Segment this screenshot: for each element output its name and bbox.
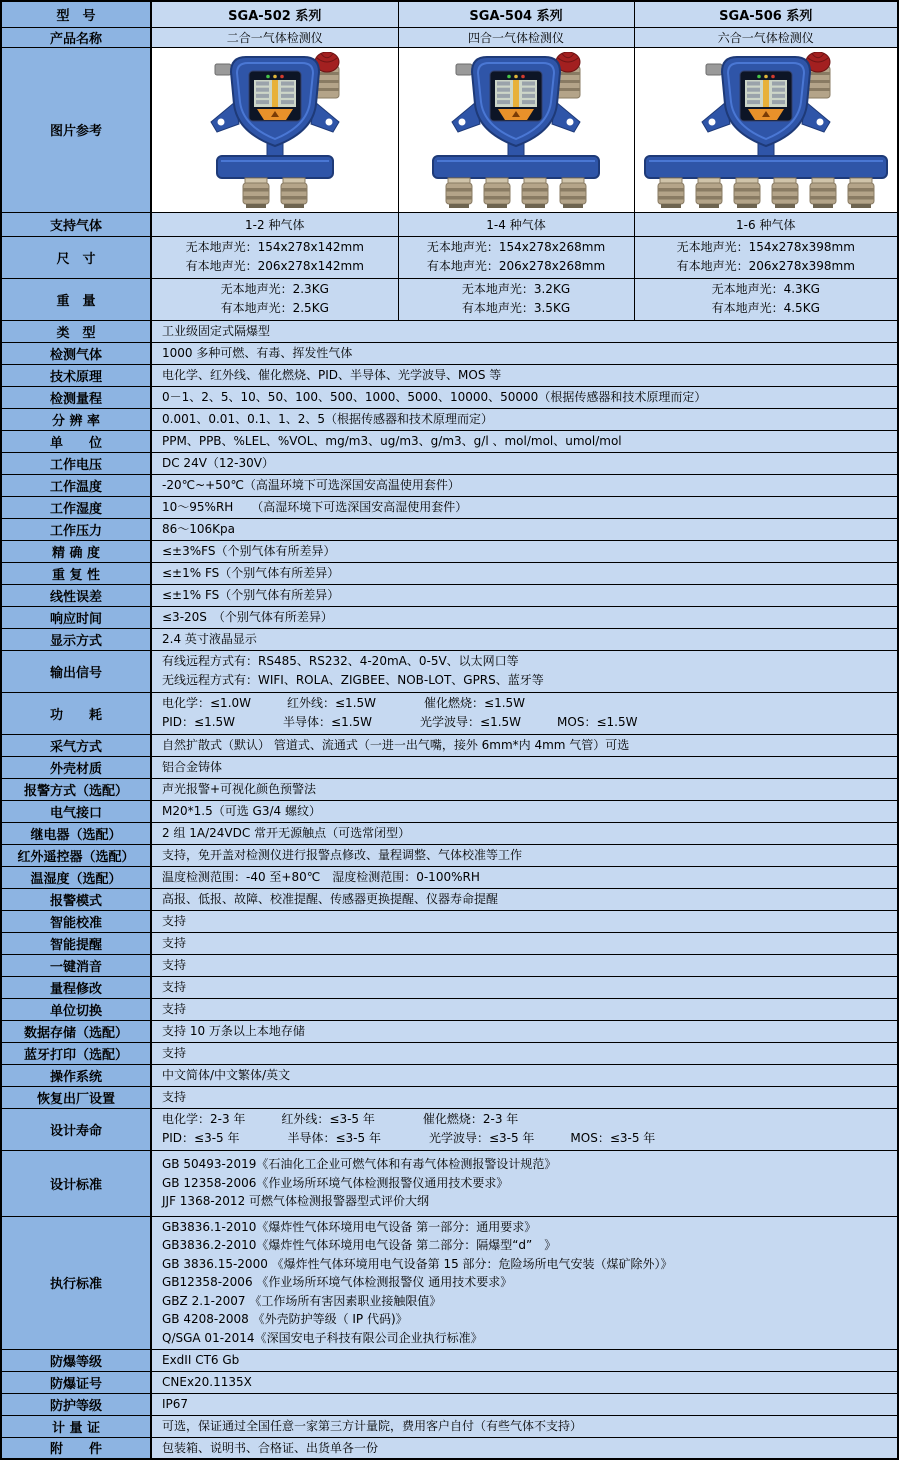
spec-value-line: 2.4 英寸液晶显示: [162, 631, 257, 646]
dimension-line: 无本地声光：154x278x268mm: [426, 240, 606, 255]
spec-value-line: 支持: [162, 1089, 187, 1104]
spec-row: [1, 342, 898, 364]
spec-value-line: Q/SGA 01-2014《深国安电子科技有限公司企业执行标准》: [162, 1331, 483, 1346]
spec-row-value: [151, 800, 898, 822]
spec-row-value: [151, 430, 898, 452]
spec-row: [1, 452, 898, 474]
spec-row-value: [151, 342, 898, 364]
side-plug: [456, 64, 472, 75]
dimensions-504: [398, 236, 634, 278]
gas-detector-image-2sensor: [152, 50, 398, 210]
spec-row-value: [151, 518, 898, 540]
spec-row: [1, 1086, 898, 1108]
sensor-cylinder: [484, 178, 510, 208]
spec-value-line: 有线远程方式有：RS485、RS232、4-20mA、0-5V、以太网口等: [162, 654, 519, 669]
spec-row-label: 报警方式（选配）: [1, 778, 151, 800]
spec-row-value: [151, 1086, 898, 1108]
spec-row-label: 采气方式: [1, 734, 151, 756]
spec-value-line: 可选，保证通过全国任意一家第三方计量院，费用客户自付（有些气体不支持）: [162, 1418, 583, 1433]
supported-gases-506: 1-6 种气体: [634, 212, 898, 236]
spec-row-label: 单 位: [1, 430, 151, 452]
side-plug: [706, 64, 722, 75]
spec-row: [1, 692, 898, 734]
spec-value-line: 支持: [162, 913, 187, 928]
status-led-green: [507, 74, 511, 78]
spec-value-line: 支持: [162, 957, 187, 972]
spec-value-line: M20*1.5（可选 G3/4 螺纹）: [162, 803, 321, 818]
spec-row-label: 恢复出厂设置: [1, 1086, 151, 1108]
status-led-red: [771, 74, 775, 78]
spec-value-line: GB 50493-2019《石油化工企业可燃气体和有毒气体检测报警设计规范》: [162, 1157, 557, 1172]
spec-row-value: [151, 1150, 898, 1216]
spec-row: [1, 756, 898, 778]
spec-row-value: [151, 822, 898, 844]
spec-row-value: [151, 1020, 898, 1042]
spec-row-value: [151, 496, 898, 518]
spec-row: [1, 778, 898, 800]
spec-row-value: [151, 734, 898, 756]
gas-detector-illustration: [430, 52, 602, 208]
spec-value-line: ≤3-20S （个别气体有所差异）: [162, 609, 333, 624]
device-image-cell-506: [634, 47, 898, 212]
spec-row: [1, 650, 898, 692]
spec-row-label: 工作温度: [1, 474, 151, 496]
spec-value-line: GB 4208-2008 《外壳防护等级（ IP 代码)》: [162, 1312, 408, 1327]
gas-detector-image-4sensor: [399, 50, 634, 210]
spec-value-line: GB3836.1-2010《爆炸性气体环境用电气设备 第一部分：通用要求》: [162, 1219, 537, 1234]
spec-value-line: 电化学：2-3 年 红外线：≤3-5 年 催化燃烧：2-3 年: [162, 1112, 519, 1127]
spec-value-line: ≤±1% FS（个别气体有所差异）: [162, 587, 340, 602]
spec-row: [1, 866, 898, 888]
spec-row: [1, 888, 898, 910]
spec-row-label: 输出信号: [1, 650, 151, 692]
spec-value-line: PID：≤3-5 年 半导体：≤3-5 年 光学波导：≤3-5 年 MOS：≤3-5 年: [162, 1131, 656, 1145]
mount-hole-left: [459, 118, 466, 125]
dimension-line: 有本地声光：206x278x398mm: [676, 259, 855, 273]
spec-row-value: [151, 408, 898, 430]
spec-row-label: 类 型: [1, 320, 151, 342]
spec-row-label: 显示方式: [1, 628, 151, 650]
product-name-502: 二合一气体检测仪: [151, 27, 398, 47]
spec-row-label: 智能校准: [1, 910, 151, 932]
spec-value-line: 支持: [162, 979, 187, 994]
spec-row: [1, 998, 898, 1020]
spec-row: [1, 1349, 898, 1371]
spec-value-line: 0.001、0.01、0.1、1、2、5（根据传感器和技术原理而定）: [162, 411, 494, 426]
spec-row-value: [151, 386, 898, 408]
spec-value-line: 0－1、2、5、10、50、100、500、1000、5000、10000、50000（根据传感器和技术原理而定）: [162, 389, 707, 404]
spec-value-line: -20℃~+50℃（高温环境下可选深国安高温使用套件）: [162, 477, 460, 492]
spec-value-line: GB3836.2-2010《爆炸性气体环境用电气设备 第二部分：隔爆型“d” 》: [162, 1238, 557, 1253]
spec-value-line: PID：≤1.5W 半导体：≤1.5W 光学波导：≤1.5W MOS：≤1.5W: [162, 715, 638, 729]
spec-row-value: [151, 888, 898, 910]
spec-value-line: 工业级固定式隔爆型: [162, 323, 271, 338]
spec-row-label: 量程修改: [1, 976, 151, 998]
spec-row: [1, 1393, 898, 1415]
spec-row: [1, 364, 898, 386]
spec-row-label: 外壳材质: [1, 756, 151, 778]
spec-value-line: 支持，免开盖对检测仪进行报警点修改、量程调整、气体校准等工作: [162, 847, 523, 862]
spec-row-label: 继电器（选配）: [1, 822, 151, 844]
weight-line: 有本地声光：2.5KG: [220, 301, 329, 315]
spec-row: [1, 1108, 898, 1150]
spec-row-value: [151, 1349, 898, 1371]
spec-value-line: DC 24V（12-30V）: [162, 455, 274, 470]
sensor-cylinder: [522, 178, 548, 208]
lcd-center-strip: [763, 80, 769, 107]
spec-row-value: [151, 540, 898, 562]
status-led-green: [757, 74, 761, 78]
sensor-cylinder: [734, 178, 760, 208]
status-led-red: [521, 74, 525, 78]
spec-row: [1, 844, 898, 866]
spec-row-label: 技术原理: [1, 364, 151, 386]
sensor-cylinder: [810, 178, 836, 208]
spec-row-label: 设计寿命: [1, 1108, 151, 1150]
status-led-green: [266, 74, 270, 78]
status-led-yellow: [514, 74, 518, 78]
sensor-cylinder: [243, 178, 269, 208]
spec-row-label: 防爆等级: [1, 1349, 151, 1371]
spec-row-value: [151, 1393, 898, 1415]
spec-value-line: GB12358-2006 《作业场所环境气体检测报警仪 通用技术要求》: [162, 1275, 513, 1290]
spec-value-line: GB 3836.15-2000 《爆炸性气体环境用电气设备第 15 部分：危险场所电气安装（煤矿除外）》: [162, 1256, 673, 1271]
spec-value-line: 包装箱、说明书、合格证、出货单各一份: [162, 1440, 379, 1455]
spec-value-line: 中文简体/中文繁体/英文: [162, 1067, 291, 1082]
spec-row-label: 一键消音: [1, 954, 151, 976]
row-product-name: [1, 27, 898, 47]
spec-row-value: [151, 954, 898, 976]
spec-row: [1, 1064, 898, 1086]
spec-value-line: 支持: [162, 1045, 187, 1060]
spec-row: [1, 1020, 898, 1042]
dimension-line: 有本地声光：206x278x268mm: [426, 259, 606, 273]
spec-row-label: 防护等级: [1, 1393, 151, 1415]
weight-506: [634, 278, 898, 320]
device-image-cell-502: [151, 47, 398, 212]
sensor-cylinder: [658, 178, 684, 208]
dimension-line: 无本地声光：154x278x398mm: [676, 240, 855, 255]
spec-row-label: 功 耗: [1, 692, 151, 734]
spec-row: [1, 584, 898, 606]
spec-row-label: 防爆证号: [1, 1371, 151, 1393]
spec-row: [1, 606, 898, 628]
spec-value-line: GB 12358-2006《作业场所环境气体检测报警仪通用技术要求》: [162, 1175, 509, 1190]
spec-row: [1, 976, 898, 998]
spec-value-line: GBZ 2.1-2007 《工作场所有害因素职业接触限值》: [162, 1293, 442, 1308]
model-sga-502: SGA-502 系列: [151, 1, 398, 27]
spec-row-label: 数据存储（选配）: [1, 1020, 151, 1042]
spec-row-label: 检测量程: [1, 386, 151, 408]
spec-row-value: [151, 1216, 898, 1349]
spec-row-value: [151, 1064, 898, 1086]
spec-row: [1, 518, 898, 540]
sensor-cylinder: [281, 178, 307, 208]
spec-value-line: 1000 多种可燃、有毒、挥发性气体: [162, 345, 353, 360]
spec-value-line: 电化学：≤1.0W 红外线：≤1.5W 催化燃烧：≤1.5W: [162, 696, 526, 711]
spec-value-line: ≤±3%FS（个别气体有所差异）: [162, 543, 336, 558]
spec-row-label: 温湿度（选配）: [1, 866, 151, 888]
spec-row-label: 报警模式: [1, 888, 151, 910]
spec-row-label: 计 量 证: [1, 1415, 151, 1437]
spec-row: [1, 822, 898, 844]
spec-value-line: 温度检测范围：-40 至+80℃ 湿度检测范围：0-100%RH: [162, 869, 480, 884]
spec-value-line: JJF 1368-2012 可燃气体检测报警器型式评价大纲: [162, 1194, 430, 1209]
model-sga-506: SGA-506 系列: [634, 1, 898, 27]
spec-row-value: [151, 584, 898, 606]
spec-row-label: 检测气体: [1, 342, 151, 364]
spec-row-value: [151, 844, 898, 866]
spec-row-label: 工作电压: [1, 452, 151, 474]
spec-row-value: [151, 778, 898, 800]
spec-row: [1, 474, 898, 496]
product-name-label: 产品名称: [1, 27, 151, 47]
spec-row-label: 蓝牙打印（选配）: [1, 1042, 151, 1064]
spec-row-label: 分 辨 率: [1, 408, 151, 430]
spec-row: [1, 910, 898, 932]
spec-value-line: 10～95%RH （高湿环境下可选深国安高湿使用套件）: [162, 499, 468, 514]
row-supported-gases: [1, 212, 898, 236]
sensor-manifold: [645, 156, 887, 178]
spec-row-value: [151, 1371, 898, 1393]
spec-row: [1, 408, 898, 430]
weight-504: [398, 278, 634, 320]
spec-row-label: 智能提醒: [1, 932, 151, 954]
supported-gases-504: 1-4 种气体: [398, 212, 634, 236]
spec-row: [1, 932, 898, 954]
gas-detector-illustration: [200, 52, 350, 208]
spec-value-line: 自然扩散式（默认） 管道式、流通式（一进一出气嘴，接外 6mm*内 4mm 气管）可选: [162, 737, 630, 752]
spec-row-value: [151, 756, 898, 778]
sensor-cylinder: [560, 178, 586, 208]
dimensions-502: [151, 236, 398, 278]
spec-row-label: 设计标准: [1, 1150, 151, 1216]
model-sga-504: SGA-504 系列: [398, 1, 634, 27]
lcd-center-strip: [272, 80, 278, 107]
spec-row-value: [151, 650, 898, 692]
spec-row-value: [151, 976, 898, 998]
lcd-center-strip: [513, 80, 519, 107]
status-led-red: [280, 74, 284, 78]
spec-value-line: 支持: [162, 935, 187, 950]
spec-row-value: [151, 452, 898, 474]
weight-line: 无本地声光：4.3KG: [711, 282, 820, 297]
spec-value-line: 无线远程方式有：WIFI、ROLA、ZIGBEE、NOB-LOT、GPRS、蓝牙等: [162, 673, 544, 687]
row-dimensions: [1, 236, 898, 278]
weight-line: 有本地声光：3.5KG: [461, 301, 571, 315]
spec-row: [1, 1042, 898, 1064]
spec-row-label: 电气接口: [1, 800, 151, 822]
mount-hole-right: [816, 118, 823, 125]
spec-row-value: [151, 910, 898, 932]
spec-row: [1, 734, 898, 756]
spec-row-label: 重 复 性: [1, 562, 151, 584]
spec-value-line: 电化学、红外线、催化燃烧、PID、半导体、光学波导、MOS 等: [162, 367, 502, 382]
spec-row: [1, 386, 898, 408]
spec-row-value: [151, 320, 898, 342]
weight-502: [151, 278, 398, 320]
weight-label: 重 量: [1, 278, 151, 320]
mount-hole-right: [325, 118, 332, 125]
spec-row-label: 单位切换: [1, 998, 151, 1020]
spec-row-value: [151, 998, 898, 1020]
spec-row-value: [151, 474, 898, 496]
weight-line: 无本地声光：2.3KG: [220, 282, 329, 297]
spec-row-label: 线性误差: [1, 584, 151, 606]
gas-detector-illustration: [642, 52, 890, 208]
spec-row: [1, 628, 898, 650]
spec-row: [1, 540, 898, 562]
spec-row-value: [151, 364, 898, 386]
spec-row-label: 精 确 度: [1, 540, 151, 562]
weight-line: 有本地声光：4.5KG: [711, 301, 820, 315]
device-image-cell-504: [398, 47, 634, 212]
sensor-manifold: [217, 156, 333, 178]
spec-row-value: [151, 1042, 898, 1064]
mount-hole-left: [708, 118, 715, 125]
spec-value-line: 高报、低报、故障、校准提醒、传感器更换提醒、仪器寿命提醒: [162, 891, 499, 906]
spec-row: [1, 320, 898, 342]
spec-row-value: [151, 1108, 898, 1150]
row-model: [1, 1, 898, 27]
spec-row-label: 响应时间: [1, 606, 151, 628]
spec-row: [1, 1150, 898, 1216]
gas-detector-image-6sensor: [635, 50, 898, 210]
sensor-cylinder: [446, 178, 472, 208]
spec-row: [1, 954, 898, 976]
spec-row-value: [151, 932, 898, 954]
spec-row-label: 红外遥控器（选配）: [1, 844, 151, 866]
spec-row: [1, 1216, 898, 1349]
spec-row: [1, 1371, 898, 1393]
row-weight: [1, 278, 898, 320]
side-plug: [215, 64, 231, 75]
spec-value-line: ≤±1% FS（个别气体有所差异）: [162, 565, 340, 580]
spec-row: [1, 496, 898, 518]
image-row-label: 图片参考: [1, 47, 151, 212]
status-led-yellow: [273, 74, 277, 78]
spec-row-label: 附 件: [1, 1437, 151, 1459]
dimensions-label: 尺 寸: [1, 236, 151, 278]
spec-row-label: 操作系统: [1, 1064, 151, 1086]
status-led-yellow: [764, 74, 768, 78]
spec-row-value: [151, 628, 898, 650]
spec-value-line: 支持 10 万条以上本地存储: [162, 1023, 305, 1038]
model-row-label: 型 号: [1, 1, 151, 27]
spec-row: [1, 430, 898, 452]
sensor-manifold: [433, 156, 599, 178]
spec-row: [1, 562, 898, 584]
spec-value-line: 支持: [162, 1001, 187, 1016]
supported-gases-502: 1-2 种气体: [151, 212, 398, 236]
spec-row-value: [151, 606, 898, 628]
mount-hole-left: [217, 118, 224, 125]
spec-table-body: [1, 1, 898, 1459]
spec-value-line: IP67: [162, 1396, 189, 1411]
spec-row: [1, 1437, 898, 1459]
spec-row-label: 执行标准: [1, 1216, 151, 1349]
spec-value-line: 86～106Kpa: [162, 521, 236, 536]
spec-row-value: [151, 692, 898, 734]
spec-value-line: 声光报警+可视化颜色预警法: [162, 781, 317, 796]
spec-row: [1, 800, 898, 822]
spec-value-line: 铝合金铸体: [162, 759, 223, 774]
spec-row-label: 工作压力: [1, 518, 151, 540]
spec-row-value: [151, 562, 898, 584]
spec-row-value: [151, 1415, 898, 1437]
supported-gases-label: 支持气体: [1, 212, 151, 236]
row-product-images: [1, 47, 898, 212]
spec-value-line: CNEx20.1135X: [162, 1374, 252, 1389]
spec-row-value: [151, 866, 898, 888]
sensor-cylinder: [772, 178, 798, 208]
dimension-line: 有本地声光：206x278x142mm: [185, 259, 364, 273]
spec-row-value: [151, 1437, 898, 1459]
mount-hole-right: [567, 118, 574, 125]
spec-value-line: PPM、PPB、%LEL、%VOL、mg/m3、ug/m3、g/m3、g/l 、mol/mol、umol/mol: [162, 433, 622, 448]
spec-row-label: 工作湿度: [1, 496, 151, 518]
sensor-cylinder: [696, 178, 722, 208]
dimensions-506: [634, 236, 898, 278]
spec-row: [1, 1415, 898, 1437]
weight-line: 无本地声光：3.2KG: [461, 282, 571, 297]
dimension-line: 无本地声光：154x278x142mm: [185, 240, 364, 255]
spec-value-line: ExdII CT6 Gb: [162, 1352, 240, 1367]
product-name-506: 六合一气体检测仪: [634, 27, 898, 47]
product-name-504: 四合一气体检测仪: [398, 27, 634, 47]
spec-value-line: 2 组 1A/24VDC 常开无源触点（可选常闭型）: [162, 825, 411, 840]
sensor-cylinder: [848, 178, 874, 208]
